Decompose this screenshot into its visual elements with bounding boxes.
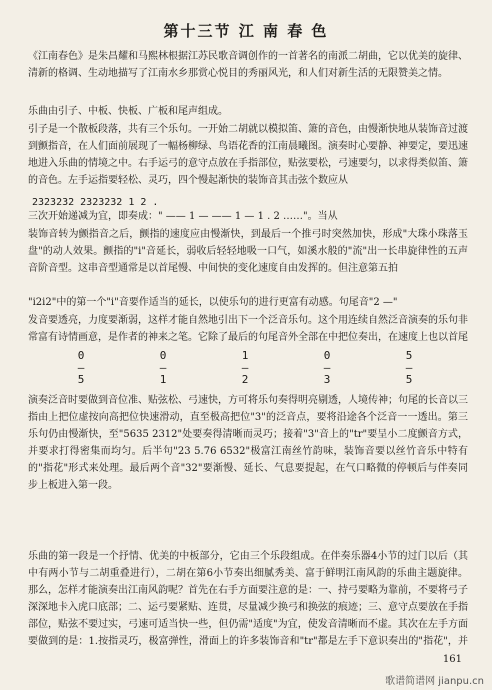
score-inline-notes: "i2i2"中的第一个"i"音要作适当的延长，以使乐句的进行更富有动感。句尾音"2 —" [28, 297, 398, 308]
paragraph-tremolo: 装饰音转为颤指音之后，颤指的速度应由慢渐快，到最后一个推弓时突然加快，形成"大珠小珠落玉盘"的动人效果。颤指的"i"音延长，弱收后轻轻地吸一口气，如溪水般的"流"出一长串旋律性的五声音阶音型。这串音型通常是以首尾慢、中间快的变化速度自由发挥的。但注意第五拍 [28, 229, 468, 274]
section-title: 第十三节 江 南 春 色 [163, 22, 329, 40]
paragraph-harmonics: 发音要透亮，力度要渐弱，这样才能自然地引出下一个泛音乐句。这个用连续自然泛音演奏的乐句非常富有诗情画意，是作者的神来之笔。它除了最后的句尾音外全部在中把位奏出，在速度上也以首尾 [28, 315, 468, 343]
score-ornament-line: 2323232 2323232 1 2 . [32, 197, 159, 208]
harmonic-chord: 0 — 5 [77, 349, 85, 386]
paragraph-structure: 乐曲由引子、中板、快板、广板和尾声组成。 [28, 106, 228, 117]
harmonic-chord: 0 — 1 [159, 349, 167, 386]
paragraph-introduction-section: 引子是一个散板段落，共有三个乐句。一开始二胡就以模拟笛、箫的音色，由慢渐快地从装饰音过渡到颤指音，在人们面前展现了一幅杨柳绿、鸟语花香的江南晨曦图。演奏时心要静、神要定，要迅速地进入乐曲的情境之中。右手运弓的意守点放在手指部位，贴弦要松，弓速要匀，以求得类似笛、箫的音色。左手运指要轻松、灵巧，四个慢起渐快的装饰音其击弦个数应从 [28, 124, 468, 186]
harmonic-chord: 0 — 3 [323, 349, 331, 386]
harmonic-fingerings [40, 350, 450, 386]
paragraph-intro: 《江南春色》是朱昌耀和马熙林根据江苏民歌音调创作的一首著名的南派二胡曲，它以优美的旋律、清新的格调、生动地描写了江南水乡那赏心悦目的秀丽风光，和人们对新生活的无限赞美之情。 [28, 51, 468, 79]
paragraph-first-section: 乐曲的第一段是一个抒情、优美的中板部分，它由三个乐段组成。在伴奏乐器4小节的过门以后（其中有两小节与二胡重叠进行），二胡在第6小节奏出细腻秀美、富于鲜明江南风韵的乐曲主题旋律。那么，怎样才能演奏出江南风韵呢？首先在右手方面要注意的是：一、持弓要略为靠前，不要将弓子深深地卡入虎口底部；二、运弓要紧贴、连贯，尽量减少换弓和换弦的痕迹；三、意守点要放在手指部位，贴弦不要过实，弓速可适当快一些，但仍需"适度"为宜，使发音清晰而不虚。其次在左手方面要做到的是：1.按指灵巧，极富弹性，滑面上的许多装饰音和"tr"都是左手下意识奏出的"指花"，并 [28, 551, 468, 647]
paragraph-performance: 演奏泛音时要做到音位准、贴弦松、弓速快，方可将乐句奏得明亮剔透，人境传神；句尾的长音以三指由上把位虚按向高把位快速滑动，直至极高把位"3"的泛音点，要将沿途各个泛音一一透出。第三乐句仍由慢渐快，至"5635 2312"处要奏得清晰而灵巧；接着"3"音上的"tr"要呈小二度颤音方式，并要求打得密集而均匀。后半句"23 5.76 6532"极富江南丝竹韵味，装饰音要以丝竹音乐中特有的"指花"形式来处理。最后两个音"32"要渐慢、延长、气息要提起，在气口略微的停顿后与伴奏同步上板进入第一段。 [28, 395, 468, 491]
page-number: 161 [442, 654, 462, 665]
score-text-line: 三次开始递减为宜，即奏成：" —— 1 — —— 1 — 1 . 2 ……"。当从 [28, 211, 338, 222]
watermark-logo: 歌谱简谱网 jianpu.cn [385, 676, 484, 687]
harmonic-chord: 5 — 5 [405, 349, 413, 386]
harmonic-chord: 1 — 2 [241, 349, 249, 386]
